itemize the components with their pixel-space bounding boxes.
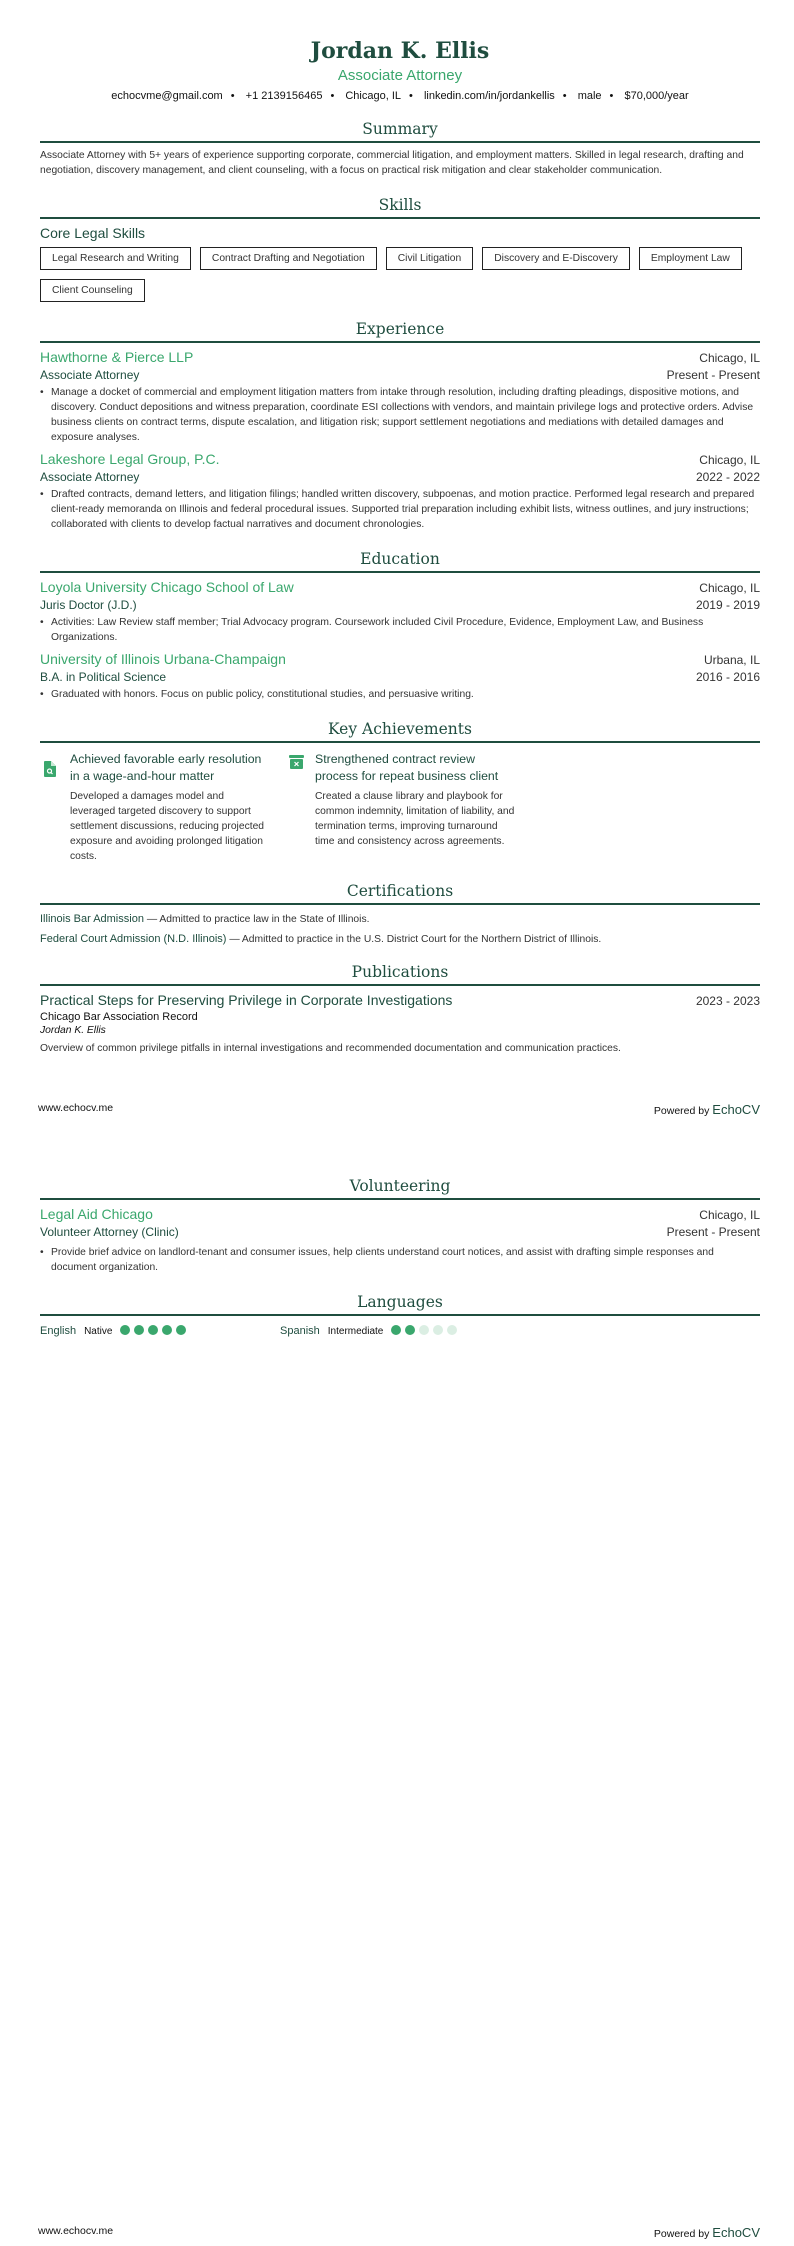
skill-tag: Employment Law — [639, 247, 742, 270]
email[interactable]: echocvme@gmail.com — [111, 90, 223, 102]
degree: B.A. in Political Science — [40, 670, 167, 684]
skill-tags — [40, 247, 760, 302]
cert-name: Illinois Bar Admission — [40, 913, 144, 925]
powered-by: Powered by — [653, 2228, 710, 2240]
education-item — [40, 573, 760, 645]
job-role: Associate Attorney — [40, 470, 140, 484]
language-level: Intermediate — [327, 1325, 384, 1337]
skills-heading: Skills — [40, 196, 760, 219]
languages-list — [40, 1322, 760, 1340]
cert-desc: — Admitted to practice in the U.S. District Court for the Northern District of Illinois. — [229, 934, 602, 945]
pub-title: Practical Steps for Preserving Privilege in Corporate Investigations — [40, 992, 453, 1008]
vol-dates: Present - Present — [666, 1225, 760, 1239]
job-location: Chicago, IL — [699, 453, 760, 467]
footer-site[interactable]: www.echocv.me — [38, 1102, 114, 1114]
linkedin[interactable]: linkedin.com/in/jordankellis — [423, 90, 555, 102]
company: Hawthorne & Pierce LLP — [40, 349, 194, 365]
rating-dot-filled — [391, 1325, 401, 1335]
education-item — [40, 645, 760, 702]
school: Loyola University Chicago School of Law — [40, 579, 294, 595]
phone: +1 2139156465 — [245, 90, 323, 102]
archive-x-icon — [285, 751, 315, 864]
job-bullet: • Drafted contracts, demand letters, and litigation filings; handled written discovery, subpoenas, and motion practice. Performed legal research and prepared client-ready memoranda on Illinois and federal procedural issues. Supported trial preparation including exhibit lists, witness outlines, and jury instructions; collaborated with clients to develop factual narratives and document chronologies. — [40, 487, 760, 532]
vol-location: Chicago, IL — [699, 1208, 760, 1222]
file-search-icon — [40, 751, 70, 864]
pub-publisher: Chicago Bar Association Record — [40, 1011, 198, 1023]
job-dates: Present - Present — [666, 368, 760, 382]
cert-desc: — Admitted to practice law in the State of Illinois. — [146, 914, 370, 925]
achievements-heading: Key Achievements — [40, 720, 760, 743]
language-rating — [391, 1322, 461, 1340]
skill-group-title: Core Legal Skills — [40, 225, 146, 241]
skill-tag: Discovery and E-Discovery — [482, 247, 630, 270]
skill-tag: Client Counseling — [40, 279, 145, 302]
edu-bullet: • Graduated with honors. Focus on public policy, constitutional studies, and persuasive writing. — [40, 687, 760, 702]
rating-dot-filled — [148, 1325, 158, 1335]
rating-dot-empty — [447, 1325, 457, 1335]
degree: Juris Doctor (J.D.) — [40, 598, 137, 612]
experience-item — [40, 445, 760, 532]
skill-tag: Civil Litigation — [386, 247, 474, 270]
pub-author: Jordan K. Ellis — [40, 1025, 106, 1036]
achievement-item — [40, 751, 285, 864]
gender: male — [577, 90, 602, 102]
vol-bullet: • Provide brief advice on landlord-tenant and consumer issues, help clients understand court notices, and assist with drafting simple responses and document organization. — [40, 1245, 760, 1275]
language-item — [280, 1322, 520, 1340]
publication-item — [40, 986, 760, 1056]
company: Lakeshore Legal Group, P.C. — [40, 451, 220, 467]
achievement-title: Strengthened contract review process for repeat business client — [315, 752, 499, 783]
experience-heading: Experience — [40, 320, 760, 343]
vol-org: Legal Aid Chicago — [40, 1206, 153, 1222]
skill-tag: Contract Drafting and Negotiation — [200, 247, 377, 270]
school-location: Chicago, IL — [699, 581, 760, 595]
rating-dot-filled — [176, 1325, 186, 1335]
candidate-title: Associate Attorney — [337, 67, 463, 84]
powered-by: Powered by — [653, 1105, 710, 1117]
summary-heading: Summary — [40, 120, 760, 143]
page-footer — [38, 1102, 760, 1117]
language-rating — [120, 1322, 190, 1340]
rating-dot-filled — [405, 1325, 415, 1335]
volunteer-item — [40, 1200, 760, 1275]
summary-text: Associate Attorney with 5+ years of experience supporting corporate, commercial litigation, and employment matters. Skilled in legal research, drafting and negotiation, discovery management, and client counseling, with a focus on practical risk mitigation and clear stakeholder communication. — [40, 150, 744, 176]
certifications-heading: Certifications — [40, 882, 760, 905]
pub-dates: 2023 - 2023 — [695, 994, 760, 1008]
cert-name: Federal Court Admission (N.D. Illinois) — [40, 933, 227, 945]
vol-role: Volunteer Attorney (Clinic) — [40, 1225, 179, 1239]
job-location: Chicago, IL — [699, 351, 760, 365]
certification-item — [40, 913, 760, 925]
rating-dot-filled — [134, 1325, 144, 1335]
language-level: Native — [84, 1325, 113, 1337]
achievements-list — [40, 751, 760, 864]
job-dates: 2022 - 2022 — [695, 470, 760, 484]
achievement-desc: Developed a damages model and leveraged targeted discovery to support settlement discussions, reducing projected exposure and avoiding prolonged litigation costs. — [70, 791, 265, 862]
brand-logo[interactable]: EchoCV — [712, 2225, 760, 2240]
rating-dot-filled — [162, 1325, 172, 1335]
footer-site[interactable]: www.echocv.me — [38, 2225, 114, 2237]
school: University of Illinois Urbana-Champaign — [40, 651, 286, 667]
achievement-item — [285, 751, 530, 864]
education-heading: Education — [40, 550, 760, 573]
language-name: Spanish — [280, 1325, 320, 1337]
location: Chicago, IL — [345, 90, 402, 102]
candidate-name: Jordan K. Ellis — [310, 38, 490, 64]
achievement-title: Achieved favorable early resolution in a wage-and-hour matter — [70, 752, 262, 783]
job-role: Associate Attorney — [40, 368, 140, 382]
page-footer — [38, 2225, 760, 2240]
rating-dot-filled — [120, 1325, 130, 1335]
language-item — [40, 1322, 280, 1340]
edu-bullet: • Activities: Law Review staff member; Trial Advocacy program. Coursework included Civil Procedure, Evidence, Employment Law, and Business Organizations. — [40, 615, 760, 645]
volunteering-heading: Volunteering — [40, 1177, 760, 1200]
brand-logo[interactable]: EchoCV — [712, 1102, 760, 1117]
experience-item — [40, 343, 760, 445]
language-name: English — [40, 1325, 77, 1337]
pub-desc: Overview of common privilege pitfalls in internal investigations and recommended documentation and communication practices. — [40, 1043, 621, 1054]
salary: $70,000/year — [624, 90, 689, 102]
edu-dates: 2016 - 2016 — [695, 670, 760, 684]
publications-heading: Publications — [40, 963, 760, 986]
edu-dates: 2019 - 2019 — [695, 598, 760, 612]
skill-tag: Legal Research and Writing — [40, 247, 191, 270]
languages-heading: Languages — [40, 1293, 760, 1316]
page-2 — [0, 1123, 794, 2246]
rating-dot-empty — [419, 1325, 429, 1335]
contact-line: echocvme@gmail.com • +1 2139156465 • Chicago, IL • linkedin.com/in/jordankellis • male • $70,000/year — [111, 90, 689, 102]
rating-dot-empty — [433, 1325, 443, 1335]
job-bullet: • Manage a docket of commercial and employment litigation matters from intake through resolution, including drafting pleadings, dispositive motions, and discovery. Conduct depositions and witness preparation, coordinate ESI collections with vendors, and maintain privilege logs and protective orders. Advise business clients on contract terms, dispute escalation, and litigation risk; support settlement negotiations and mediations with detailed damages and exposure analyses. — [40, 385, 760, 445]
school-location: Urbana, IL — [703, 653, 760, 667]
achievement-desc: Created a clause library and playbook for common indemnity, limitation of liability, and termination terms, improving turnaround time and consistency across agreements. — [315, 791, 515, 847]
certification-item — [40, 933, 760, 945]
